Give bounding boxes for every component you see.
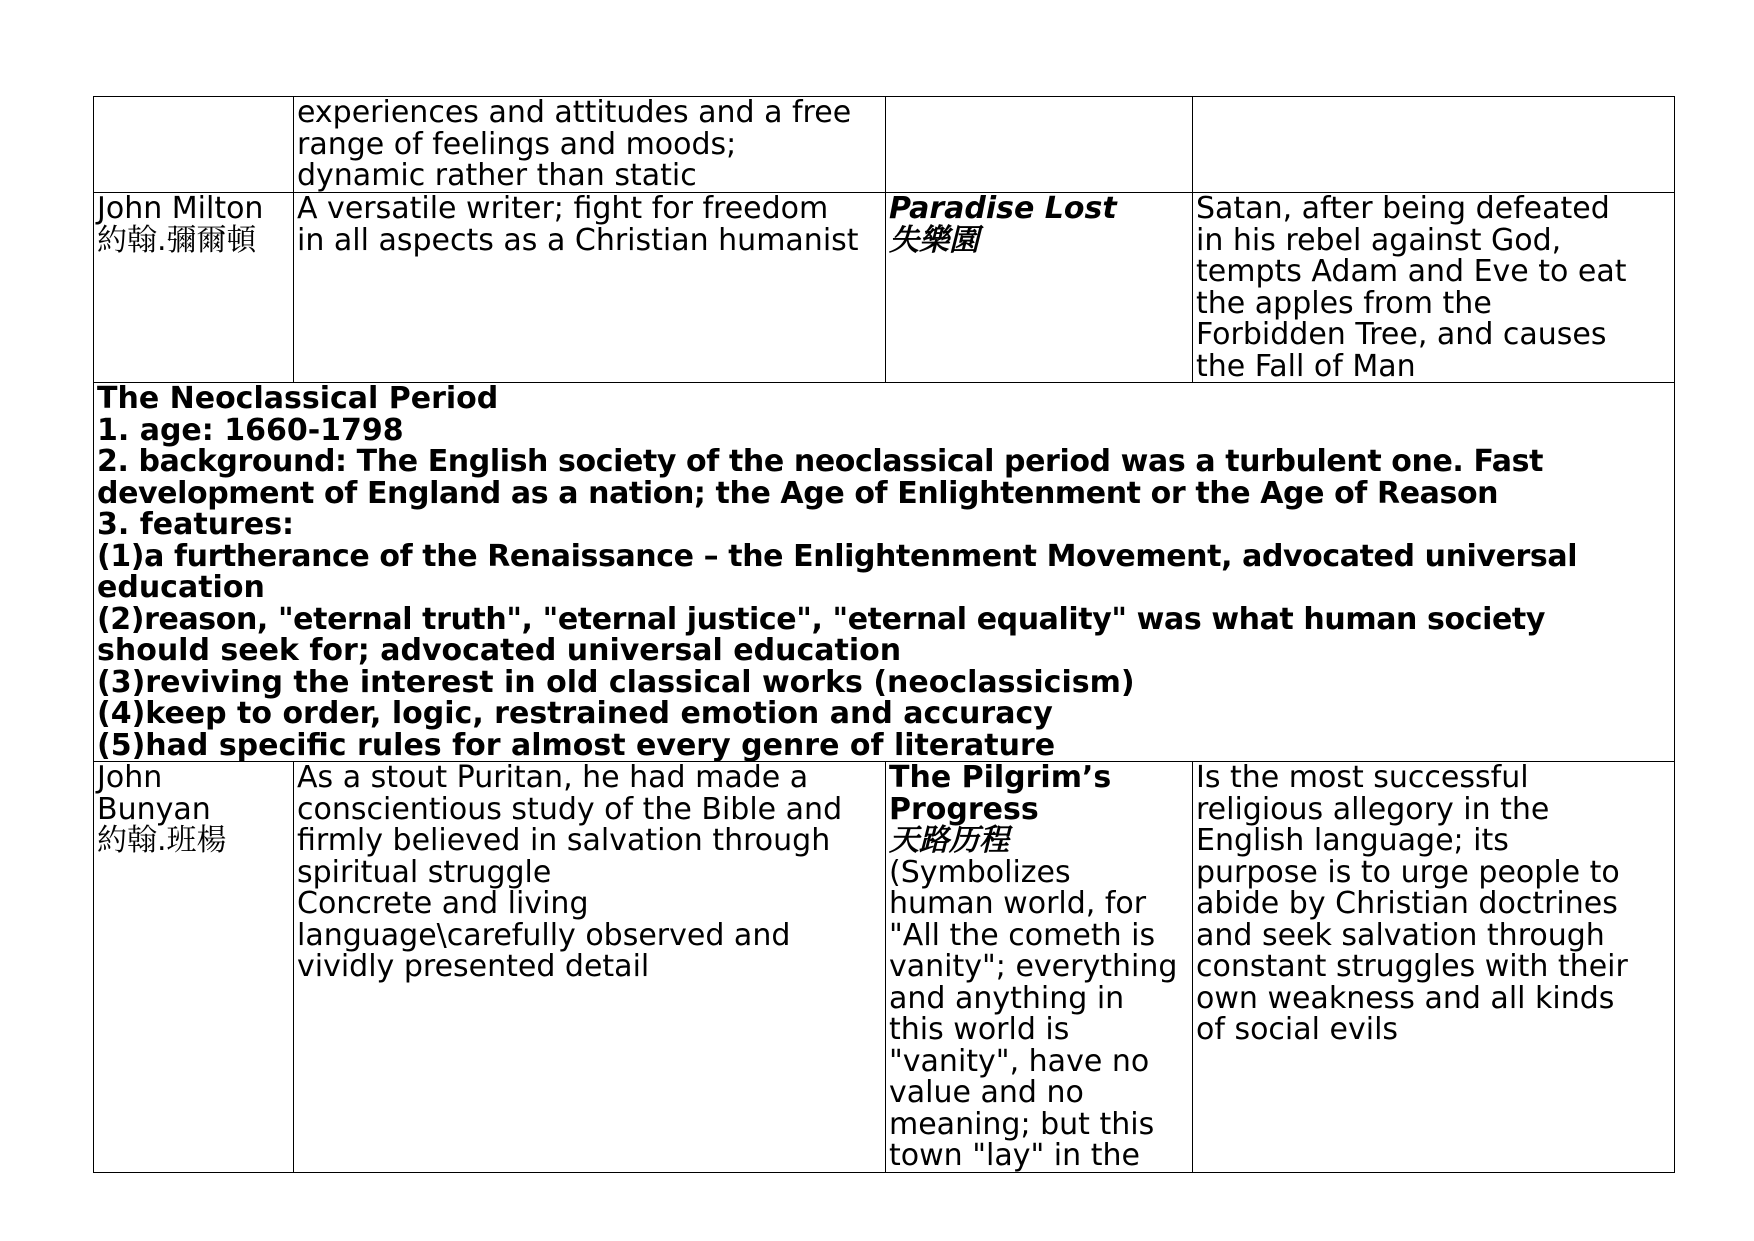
summary-line: Is the most successful [1196, 761, 1529, 795]
summary-line: the Fall of Man [1196, 348, 1416, 383]
overview-line: dynamic rather than static [297, 158, 697, 193]
period-feature: (5)had specific rules for almost every genre of literature [97, 727, 1056, 762]
work-note-line: value and no [889, 1075, 1084, 1110]
work-note-line: vanity"; everything [889, 949, 1178, 984]
overview-line: spiritual struggle [297, 854, 552, 890]
summary-line: purpose is to urge people to [1196, 854, 1620, 890]
overview-line: A versatile writer; fight for freedom [297, 192, 829, 226]
period-feature: education [97, 570, 265, 605]
work-title: Paradise Lost [889, 192, 1117, 226]
summary-line: the apples from the [1196, 285, 1492, 321]
work-title: Progress [889, 791, 1039, 827]
period-age: 1. age: 1660-1798 [97, 412, 404, 448]
overview-line: in all aspects as a Christian humanist [297, 222, 859, 258]
work-note-line: town "lay" in the [889, 1138, 1140, 1172]
summary-line: in his rebel against God, [1196, 222, 1562, 258]
period-feature: should seek for; advocated universal education [97, 633, 902, 668]
period-background: 2. background: The English society of the neoclassical period was a turbulent one. Fast [97, 444, 1544, 479]
author-cell [94, 762, 294, 1173]
work-cell [886, 97, 1193, 193]
summary-cell [1193, 762, 1675, 1173]
work-note-line: "All the cometh is [889, 917, 1156, 953]
table-row-neoclassical-period [94, 383, 1675, 762]
overview-line: As a stout Puritan, he had made a [297, 761, 809, 795]
period-background: development of England as a nation; the Age of Enlightenment or the Age of Reason [97, 475, 1499, 511]
work-note-line: "vanity", have no [889, 1043, 1150, 1079]
overview-line: range of feelings and moods; [297, 126, 737, 162]
summary-line: constant struggles with their [1196, 949, 1628, 984]
table-row-milton [94, 193, 1675, 383]
overview-line: vividly presented detail [297, 949, 650, 984]
period-heading: The Neoclassical Period [97, 382, 499, 416]
summary-line: English language; its [1196, 823, 1509, 858]
summary-line: and seek salvation through [1196, 917, 1605, 953]
summary-line: Forbidden Tree, and causes [1196, 317, 1607, 352]
overview-cell [294, 193, 886, 383]
overview-line: Concrete and living [297, 886, 589, 921]
summary-line: abide by Christian doctrines [1196, 886, 1618, 921]
work-note-line: human world, for [889, 886, 1147, 921]
period-feature: (2)reason, "eternal truth", "eternal justice", "eternal equality" was what human society [97, 601, 1546, 637]
summary-line: own weakness and all kinds [1196, 980, 1615, 1016]
summary-line: religious allegory in the [1196, 791, 1550, 827]
period-features-heading: 3. features: [97, 507, 295, 542]
summary-line: Satan, after being defeated [1196, 192, 1610, 226]
overview-line: conscientious study of the Bible and [297, 791, 843, 827]
author-name: Bunyan [97, 791, 211, 827]
summary-cell [1193, 97, 1675, 193]
summary-cell [1193, 193, 1675, 383]
table-row-bunyan [94, 762, 1675, 1173]
author-cell [94, 97, 294, 193]
work-title-zh: 失樂園 [889, 222, 979, 258]
author-name-zh: 約翰.班楊 [97, 823, 227, 858]
author-name: John Milton [97, 192, 264, 226]
author-cell [94, 193, 294, 383]
overview-line: firmly believed in salvation through [297, 823, 831, 858]
summary-line: of social evils [1196, 1012, 1399, 1047]
work-cell [886, 762, 1193, 1173]
author-name: John [97, 761, 163, 795]
work-cell [886, 193, 1193, 383]
work-title: The Pilgrim’s [889, 761, 1112, 795]
period-feature: (4)keep to order, logic, restrained emotion and accuracy [97, 696, 1053, 731]
work-note-line: (Symbolizes [889, 854, 1071, 890]
period-section-cell [94, 383, 1675, 762]
period-feature: (1)a furtherance of the Renaissance – the Enlightenment Movement, advocated universal [97, 538, 1578, 574]
overview-cell [294, 762, 886, 1173]
literature-table [93, 96, 1675, 1173]
work-title-zh: 天路历程 [889, 823, 1009, 858]
overview-line: language\carefully observed and [297, 917, 791, 953]
overview-line: experiences and attitudes and a free [297, 96, 852, 130]
period-feature: (3)reviving the interest in old classical works (neoclassicism) [97, 664, 1135, 700]
table-row-continuation [94, 97, 1675, 193]
work-note-line: this world is [889, 1012, 1070, 1047]
author-name-zh: 約翰.彌爾頓 [97, 222, 257, 258]
work-note-line: and anything in [889, 980, 1125, 1016]
overview-cell [294, 97, 886, 193]
work-note-line: meaning; but this [889, 1106, 1155, 1142]
summary-line: tempts Adam and Eve to eat [1196, 254, 1627, 289]
